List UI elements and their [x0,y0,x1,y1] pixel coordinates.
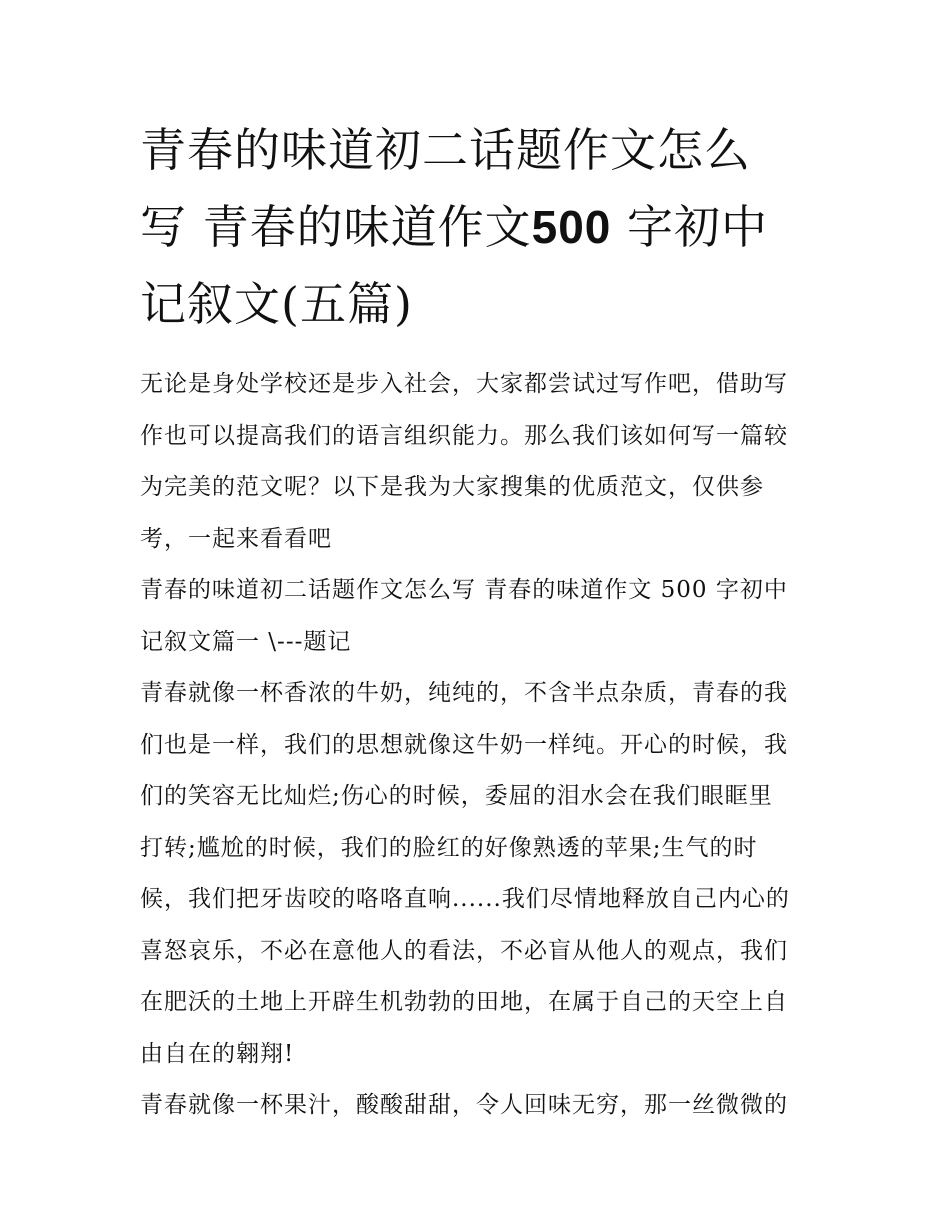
title-number: 500 [531,201,612,253]
body-line: 们也是一样，我们的思想就像这牛奶一样纯。开心的时候，我 [140,731,788,758]
title-line-2-end: 字初中 [627,200,768,254]
title-line-2 [140,189,812,266]
body-line: 由自在的翱翔! [140,1040,295,1067]
body-line: 打转;尴尬的时候，我们的脸红的好像熟透的苹果;生气的时 [140,834,758,861]
document-body [140,359,812,1132]
document-title [140,112,812,343]
section-heading-line: 记叙文篇一 \---题记 [140,628,352,655]
title-line-1: 青春的味道初二话题作文怎么 [140,123,751,177]
body-line: 考，一起来看看吧 [140,525,332,552]
body-line: 们的笑容无比灿烂;伤心的时候，委屈的泪水会在我们眼眶里 [140,783,773,809]
body-line: 在肥沃的土地上开辟生机勃勃的田地，在属于自己的天空上自 [140,989,788,1015]
body-line: 无论是身处学校还是步入社会，大家都尝试过写作吧，借助写 [140,371,788,397]
body-line: 作也可以提高我们的语言组织能力。那么我们该如何写一篇较 [140,422,788,449]
body-line: 候，我们把牙齿咬的咯咯直响......我们尽情地释放自己内心的 [140,886,790,912]
body-line: 青春就像一杯香浓的牛奶，纯纯的，不含半点杂质，青春的我 [140,680,788,706]
body-line: 喜怒哀乐，不必在意他人的看法，不必盲从他人的观点，我们 [140,937,788,964]
title-line-3: 记叙文(五篇) [140,277,413,331]
title-line-2-text: 写 青春的味道作文 [140,200,532,254]
document-page [140,112,812,1132]
section-heading-line: 青春的味道初二话题作文怎么写 青春的味道作文 500 字初中 [140,577,788,603]
body-line: 为完美的范文呢？以下是我为大家搜集的优质范文，仅供参 [140,474,764,500]
body-line: 青春就像一杯果汁，酸酸甜甜，令人回味无穷，那一丝微微的 [140,1092,788,1118]
